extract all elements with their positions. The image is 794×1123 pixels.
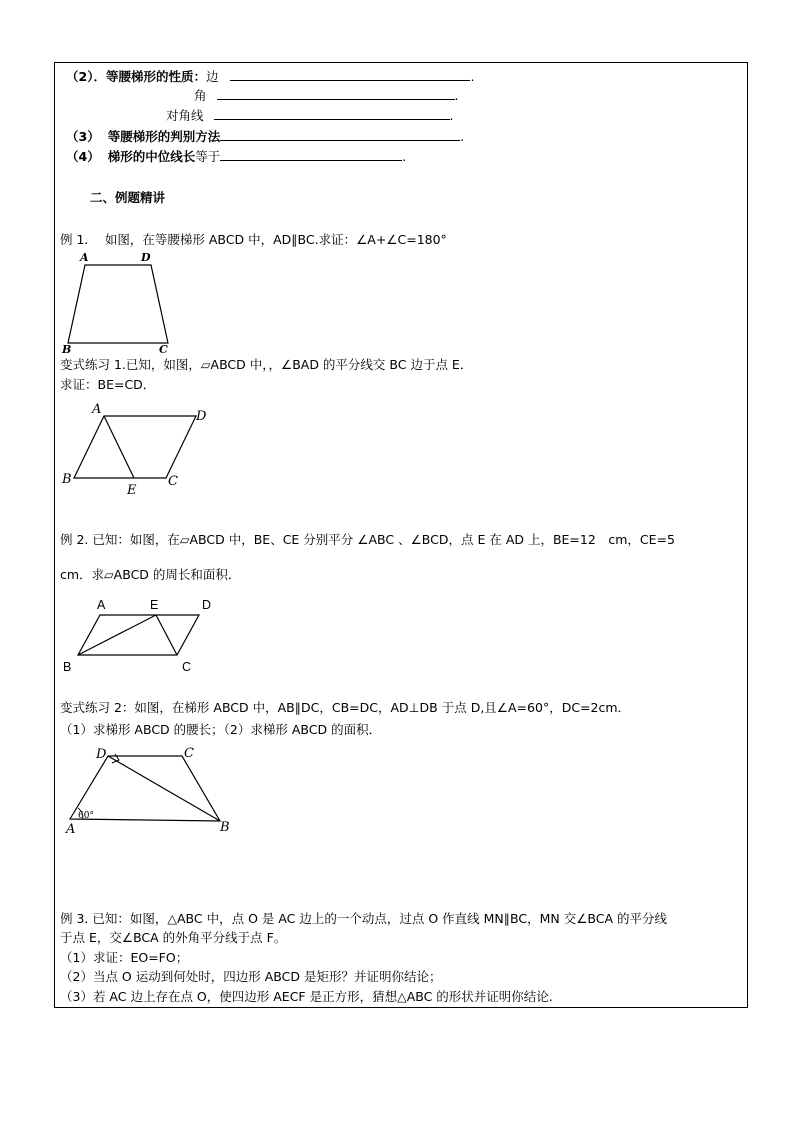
blank-criteria[interactable] (220, 128, 460, 141)
label-b: B (63, 660, 72, 674)
bisector-ae (104, 416, 134, 478)
label-a: A (66, 822, 76, 837)
label-a: A (97, 598, 106, 612)
property-line-diagonals: 对角线 . (166, 108, 454, 123)
criteria-label: 等腰梯形的判别方法 (107, 129, 221, 144)
label-d: D (202, 598, 212, 612)
label-e: E (127, 483, 137, 498)
property-line-midline: （4） 梯形的中位线长等于 . (66, 149, 407, 164)
property-sides-label: 边 (205, 69, 219, 84)
midline-label: 梯形的中位线长 (107, 149, 196, 164)
label-b: B (220, 820, 230, 835)
variation2-trapezoid-figure (56, 742, 246, 837)
example1-trapezoid-figure (56, 250, 186, 358)
property-line-sides: （2）．等腰梯形的性质：边 . (66, 69, 475, 84)
property-line-criteria: （3） 等腰梯形的判别方法 . (66, 129, 465, 144)
angle-label: 60° (78, 811, 94, 821)
segment-ce (156, 615, 177, 655)
variation1-parallelogram-figure (56, 398, 226, 498)
section-title: 二、例题精讲 (90, 190, 166, 205)
variation2-line1: 变式练习 2：如图，在梯形 ABCD 中，AB∥DC，CB=DC，AD⊥DB 于点 D,且∠A=60°，DC=2cm． (60, 700, 631, 715)
example2-line1: 例 2. 已知：如图，在▱ABCD 中，BE、CE 分别平分 ∠ABC 、∠BCD，点 E 在 AD 上，BE=12 cm，CE=5 (60, 532, 675, 547)
label-a: A (92, 402, 102, 417)
label-d: D (196, 409, 207, 424)
blank-diagonals[interactable] (214, 107, 450, 120)
diagonal-db (108, 756, 220, 821)
property-heading: （2）．等腰梯形的性质： (66, 69, 206, 84)
label-c: C (182, 660, 192, 674)
label-b: B (62, 472, 72, 487)
blank-midline[interactable] (220, 148, 402, 161)
segment-be (78, 615, 156, 655)
label-e: E (150, 598, 159, 612)
parallelogram-abcd (74, 416, 196, 478)
variation1-line2: 求证：BE=CD． (60, 377, 156, 392)
example1-text: 例 1. 如图，在等腰梯形 ABCD 中，AD∥BC.求证：∠A+∠C=180° (60, 232, 447, 247)
example3-line5: （3）若 AC 边上存在点 O，使四边形 AECF 是正方形，猜想△ABC 的形状并证明你结论. (60, 989, 553, 1004)
example3-line2: 于点 E，交∠BCA 的外角平分线于点 F。 (60, 930, 287, 945)
example2-line2: cm．求▱ABCD 的周长和面积． (60, 567, 241, 582)
property-angles-label: 角 (194, 88, 207, 103)
trapezoid-abcd (68, 265, 168, 343)
example3-line1: 例 3. 已知：如图，△ABC 中，点 O 是 AC 边上的一个动点，过点 O 作直线 MN∥BC，MN 交∠BCA 的平分线 (60, 911, 668, 926)
variation2-line2: （1）求梯形 ABCD 的腰长；（2）求梯形 ABCD 的面积． (60, 722, 382, 737)
property-diagonals-label: 对角线 (166, 108, 204, 123)
label-d: D (141, 251, 151, 264)
property-line-angles: 角 . (194, 88, 459, 103)
example3-line3: （1）求证：EO=FO； (60, 950, 189, 965)
label-d: D (96, 747, 107, 762)
parallelogram-abcd (78, 615, 199, 655)
blank-sides[interactable] (230, 68, 470, 81)
label-c: C (159, 343, 168, 356)
label-c: C (168, 474, 178, 489)
variation1-line1: 变式练习 1.已知，如图，▱ABCD 中，，∠BAD 的平分线交 BC 边于点 E． (60, 357, 473, 372)
label-b: B (62, 343, 72, 356)
label-a: A (80, 251, 89, 264)
label-c: C (184, 746, 194, 761)
example3-line4: （2）当点 O 运动到何处时，四边形 ABCD 是矩形？并证明你结论； (60, 969, 442, 984)
blank-angles[interactable] (217, 87, 455, 100)
example2-parallelogram-figure (56, 594, 226, 678)
